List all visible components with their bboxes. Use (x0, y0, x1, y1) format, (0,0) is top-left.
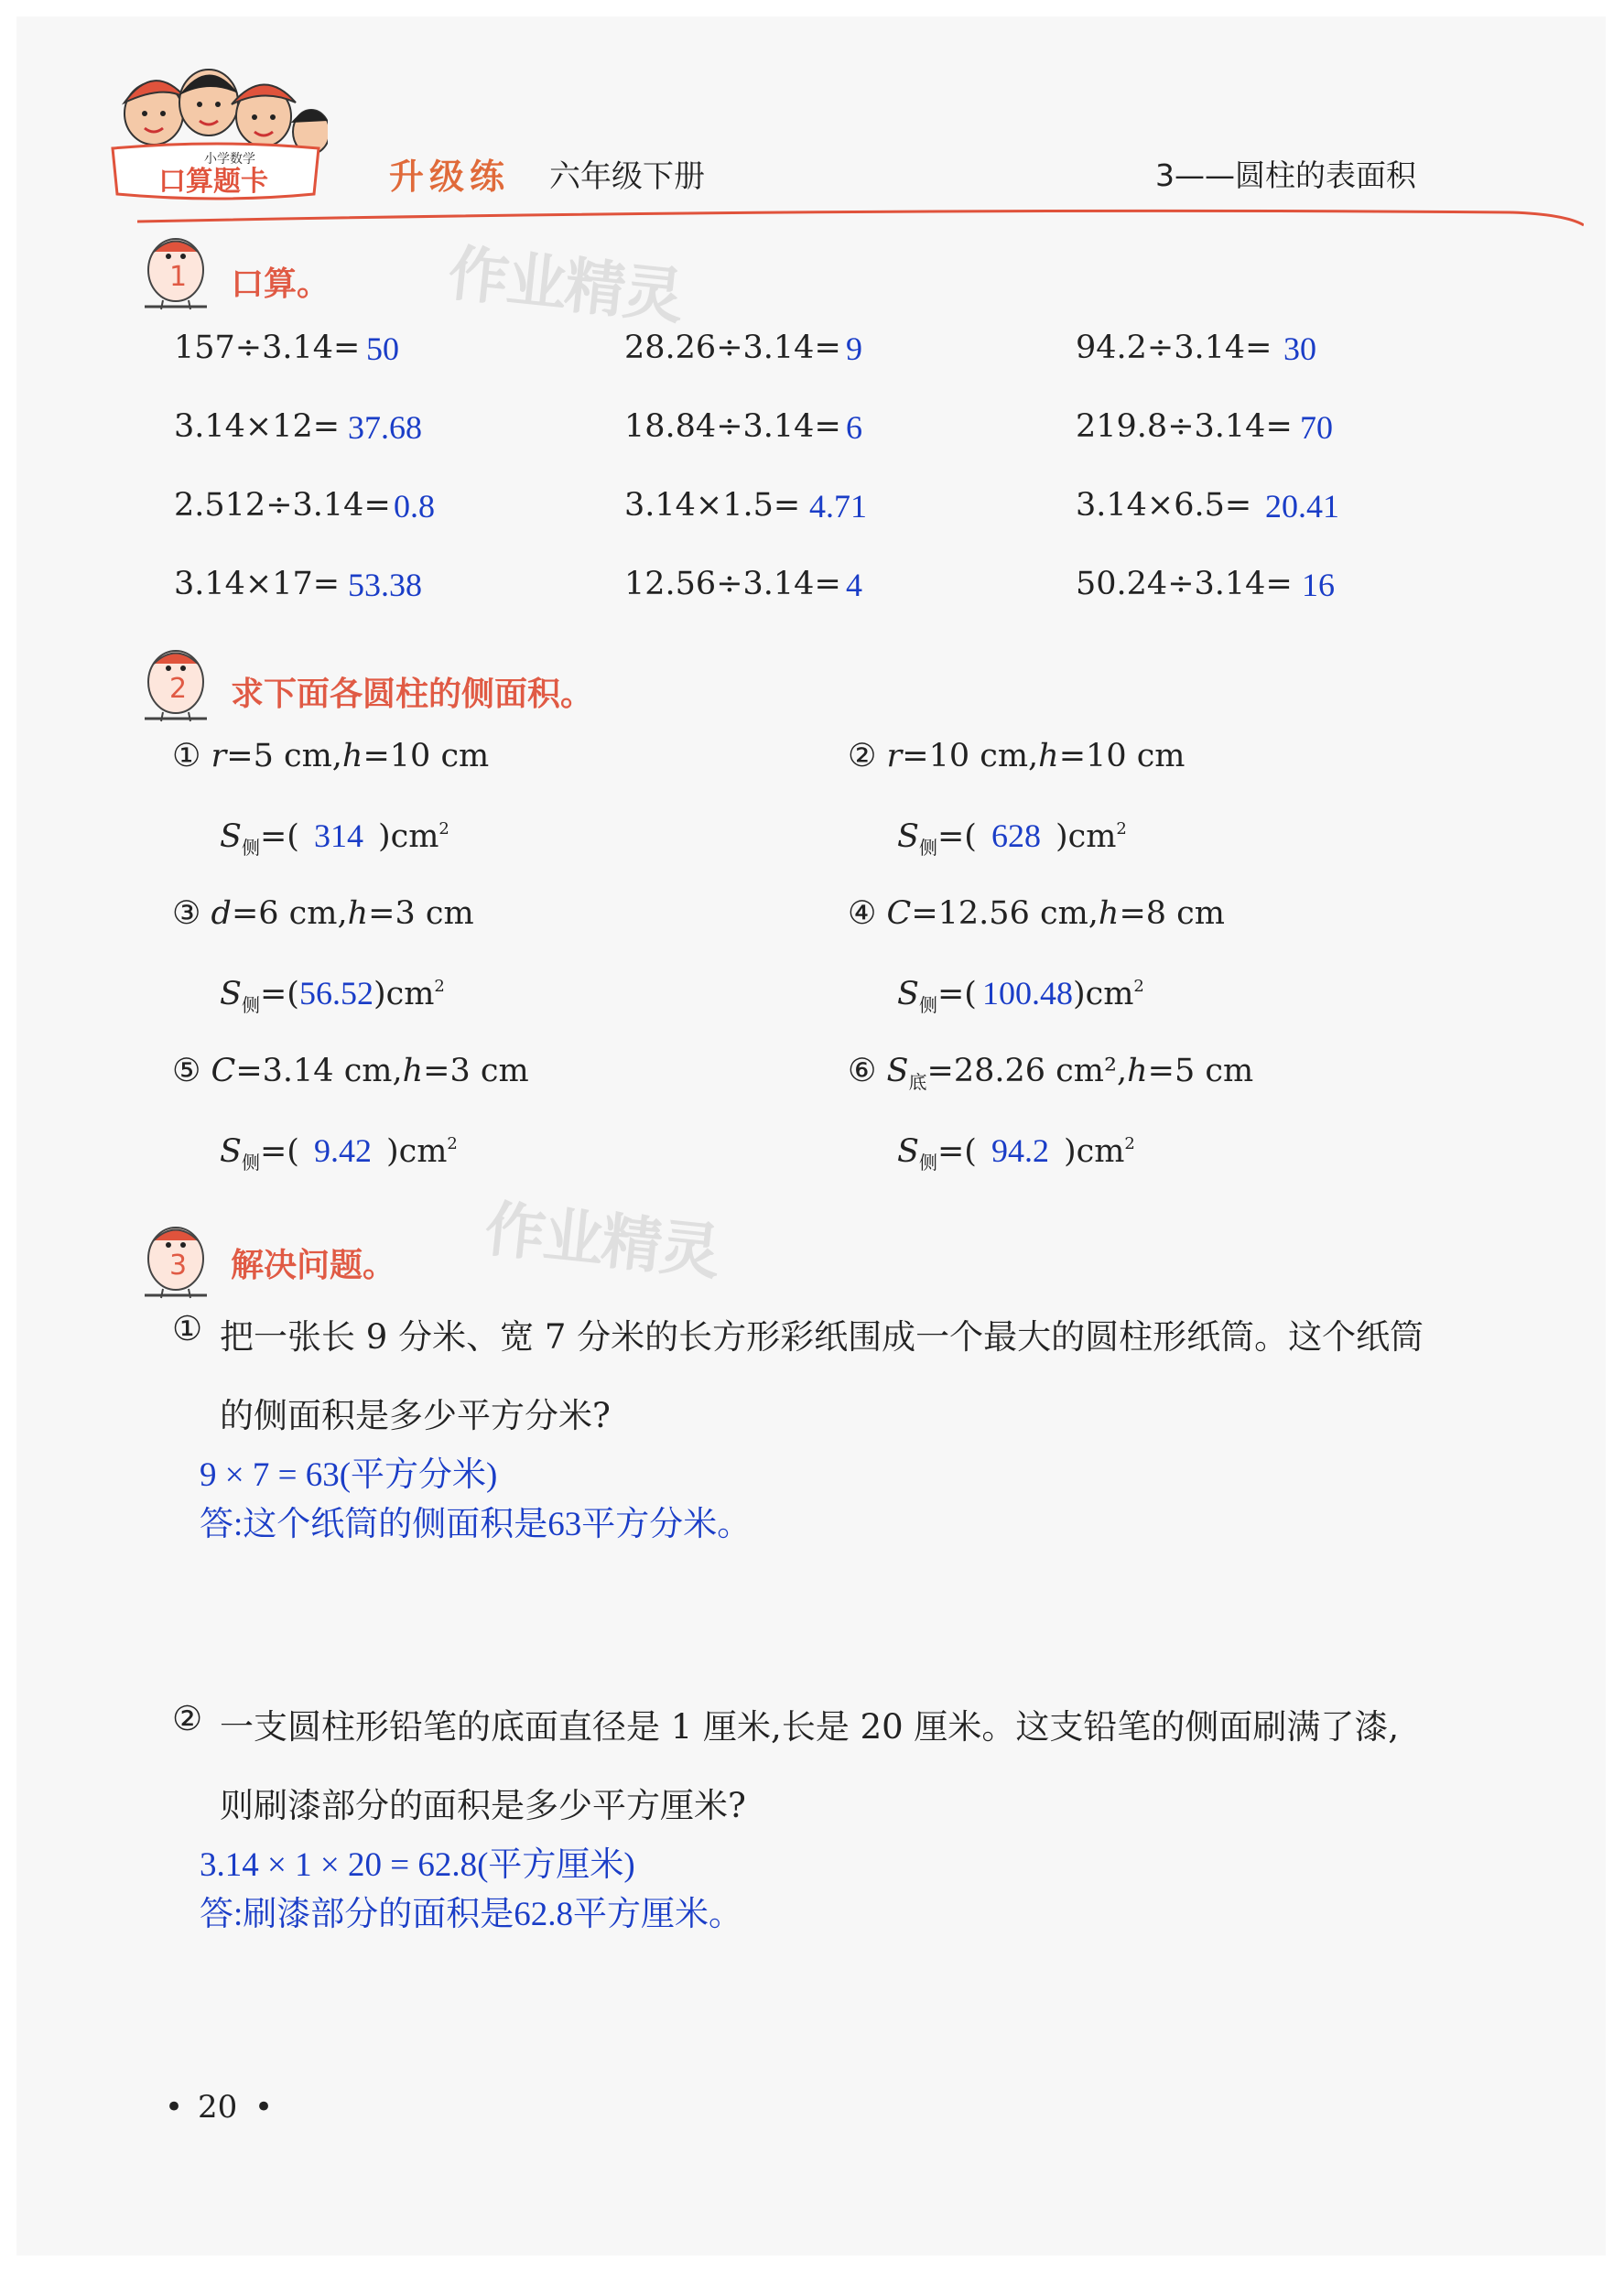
var-h: h (347, 895, 369, 932)
superscript: 2 (447, 1134, 458, 1153)
calc-answer: 6 (846, 409, 862, 446)
lateral-area-line (220, 974, 445, 1017)
lateral-area-line (897, 1131, 1135, 1174)
subscript: 侧 (918, 994, 937, 1016)
var-h: h (341, 738, 363, 774)
item-number: ③ (172, 895, 201, 932)
value-text: =12.56 cm, (911, 895, 1099, 932)
item-number: ① (172, 738, 201, 774)
calc-answer: 37.68 (348, 409, 422, 446)
superscript: 2 (1133, 977, 1144, 996)
var-h: h (1038, 738, 1059, 774)
value-text: =10 cm, (902, 738, 1039, 774)
section-3-title: 解决问题。 (231, 1247, 396, 1284)
unit: )cm (1063, 1133, 1125, 1170)
problem-1-text-line2: 的侧面积是多少平方分米? (220, 1396, 611, 1435)
unit: )cm (385, 1133, 448, 1170)
calc-answer: 20.41 (1265, 488, 1339, 525)
subscript: 侧 (918, 837, 937, 859)
calc-answer: 16 (1302, 567, 1335, 603)
problem-2-work: 3.14 × 1 × 20 = 62.8(平方厘米) (200, 1846, 635, 1884)
subscript: 底 (908, 1071, 927, 1093)
item-number: ② (848, 738, 877, 774)
watermark-text: 作业精灵 (445, 237, 686, 333)
problem-2-answer: 答:刷漆部分的面积是62.8平方厘米。 (200, 1896, 743, 1933)
calc-answer: 0.8 (394, 488, 435, 525)
calc-question: 50.24÷3.14= (1076, 566, 1293, 602)
paren-open: =( (259, 976, 299, 1012)
lateral-area-answer: 9.42 (313, 1132, 372, 1169)
value-text: =8 cm (1119, 895, 1225, 932)
lateral-area-answer: 628 (991, 817, 1041, 854)
var-s: S (220, 818, 242, 855)
value-text: =3 cm (423, 1053, 529, 1089)
subscript: 侧 (241, 837, 260, 859)
value-text: =10 cm (363, 738, 490, 774)
superscript: 2 (1124, 1134, 1135, 1153)
book-logo (108, 57, 328, 208)
unit: )cm (1072, 976, 1134, 1012)
value-text: =10 cm (1058, 738, 1186, 774)
item-number: ⑤ (172, 1053, 201, 1089)
var-r: r (211, 738, 227, 774)
var-d: d (211, 895, 232, 932)
calc-question: 94.2÷3.14= (1076, 330, 1272, 366)
lateral-area-line (897, 974, 1144, 1017)
book-title: 六年级下册 (549, 158, 705, 195)
calc-answer: 30 (1283, 330, 1316, 367)
section-2-title: 求下面各圆柱的侧面积。 (231, 676, 594, 713)
section-1-bird-icon (135, 229, 216, 316)
calc-question: 3.14×12= (174, 408, 341, 445)
lateral-area-answer: 94.2 (991, 1132, 1049, 1169)
calc-answer: 70 (1300, 409, 1333, 446)
problem-2-text-line1: 一支圆柱形铅笔的底面直径是 1 厘米,长是 20 厘米。这支铅笔的侧面刷满了漆, (220, 1707, 1400, 1747)
value-text: =3.14 cm, (235, 1053, 403, 1089)
var-c: C (886, 895, 912, 932)
calc-answer: 9 (846, 330, 862, 367)
lateral-area-line (220, 1131, 458, 1174)
unit: )cm (377, 818, 439, 855)
section-2-number: 2 (169, 673, 188, 705)
var-s: S (886, 1053, 909, 1089)
var-h: h (1098, 895, 1120, 932)
calc-answer: 4 (846, 567, 862, 603)
paren-open: =( (259, 818, 299, 855)
value-text: =28.26 cm², (926, 1053, 1128, 1089)
cylinder-item-4 (848, 895, 1225, 932)
problem-1-answer: 答:这个纸筒的侧面积是63平方分米。 (200, 1506, 752, 1543)
cylinder-item-5 (172, 1053, 529, 1089)
var-s: S (220, 1133, 242, 1170)
page-number: 20 (198, 2089, 238, 2126)
var-c: C (211, 1053, 236, 1089)
var-s: S (897, 976, 919, 1012)
var-h: h (402, 1053, 424, 1089)
subscript: 侧 (241, 1152, 260, 1174)
page-number-dot-right: • (254, 2089, 274, 2126)
value-text: =3 cm (368, 895, 474, 932)
calc-question: 3.14×17= (174, 566, 341, 602)
lateral-area-line (897, 817, 1127, 860)
calc-question: 157÷3.14= (174, 330, 361, 366)
item-number: ⑥ (848, 1053, 877, 1089)
paren-open: =( (937, 976, 977, 1012)
value-text: =6 cm, (231, 895, 348, 932)
calc-question: 3.14×1.5= (624, 487, 801, 524)
lateral-area-answer: 314 (313, 817, 363, 854)
paren-open: =( (937, 1133, 977, 1170)
var-s: S (220, 976, 242, 1012)
calc-question: 219.8÷3.14= (1076, 408, 1293, 445)
chapter-title: 3——圆柱的表面积 (1155, 157, 1416, 193)
superscript: 2 (438, 819, 449, 838)
lateral-area-answer: 100.48 (981, 975, 1073, 1012)
problem-1-number: ① (172, 1309, 203, 1348)
calc-question: 2.512÷3.14= (174, 487, 391, 524)
problem-1-text-line1: 把一张长 9 分米、宽 7 分米的长方形彩纸围成一个最大的圆柱形纸筒。这个纸筒 (220, 1317, 1424, 1357)
calc-question: 18.84÷3.14= (624, 408, 841, 445)
section-1-title: 口算。 (231, 265, 330, 303)
section-2-bird-icon (135, 641, 216, 728)
section-1-number: 1 (169, 261, 188, 293)
grade-label: 升级练 (389, 157, 511, 197)
logo-small-text: 小学数学 (204, 152, 255, 167)
cylinder-item-2 (848, 738, 1186, 774)
cylinder-item-1 (172, 738, 489, 774)
unit: )cm (373, 976, 435, 1012)
problem-2-number: ② (172, 1699, 203, 1738)
watermark-text: 作业精灵 (482, 1193, 722, 1289)
problem-2-text-line2: 则刷漆部分的面积是多少平方厘米? (220, 1786, 746, 1825)
section-3-bird-icon (135, 1217, 216, 1304)
logo-brand-text: 口算题卡 (158, 166, 268, 198)
cylinder-item-6 (848, 1053, 1253, 1094)
calc-answer: 4.71 (809, 488, 867, 525)
value-text: =5 cm, (226, 738, 342, 774)
calc-question: 12.56÷3.14= (624, 566, 841, 602)
lateral-area-answer: 56.52 (298, 975, 374, 1012)
paren-open: =( (937, 818, 977, 855)
unit: )cm (1055, 818, 1117, 855)
var-s: S (897, 1133, 919, 1170)
header-rule (137, 209, 1584, 227)
subscript: 侧 (918, 1152, 937, 1174)
section-3-number: 3 (169, 1250, 188, 1282)
calc-answer: 50 (366, 330, 399, 367)
problem-1-work: 9 × 7 = 63(平方分米) (200, 1456, 498, 1494)
lateral-area-line (220, 817, 449, 860)
paren-open: =( (259, 1133, 299, 1170)
cylinder-item-3 (172, 895, 474, 932)
calc-question: 3.14×6.5= (1076, 487, 1252, 524)
superscript: 2 (1116, 819, 1127, 838)
superscript: 2 (434, 977, 445, 996)
calc-answer: 53.38 (348, 567, 422, 603)
item-number: ④ (848, 895, 877, 932)
page-number-dot-left: • (165, 2089, 184, 2126)
subscript: 侧 (241, 994, 260, 1016)
var-r: r (886, 738, 903, 774)
var-h: h (1127, 1053, 1148, 1089)
var-s: S (897, 818, 919, 855)
calc-question: 28.26÷3.14= (624, 330, 841, 366)
value-text: =5 cm (1147, 1053, 1254, 1089)
